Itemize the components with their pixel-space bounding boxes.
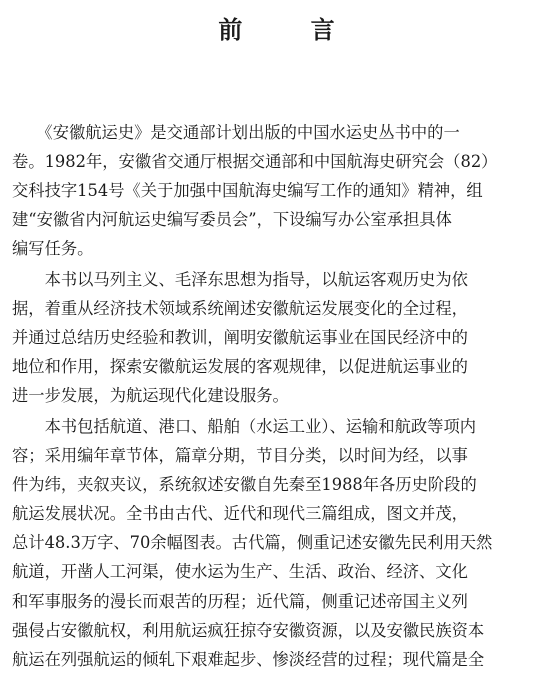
text-line: 航运发展状况。全书由古代、近代和现代三篇组成，图文并茂， [12,504,468,524]
paragraph-3 [12,412,548,674]
text-line: 强侵占安徽航权，利用航运疯狂掠夺安徽资源，以及安徽民族资本 [12,620,485,640]
paragraph-2 [12,265,548,410]
document-body [12,118,548,674]
text-line: 并通过总结历史经验和教训，阐明安徽航运事业在国民经济中的 [12,328,468,348]
text-line: 和军事服务的漫长而艰苦的历程；近代篇，侧重记述帝国主义列 [12,591,468,611]
text-line: 本书以马列主义、毛泽东思想为指导，以航运客观历史为依 [12,269,468,289]
text-line: 容；采用编年章节体，篇章分期，节目分类，以时间为经，以事 [12,446,468,466]
text-line: 建“安徽省内河航运史编写委员会”，下设编写办公室承担具体 [12,210,452,230]
text-line: 交科技字154号《关于加强中国航海史编写工作的通知》精神，组 [12,181,483,201]
text-line: 卷。1982年，安徽省交通厅根据交通部和中国航海史研究会（82） [12,152,498,172]
text-line: 《安徽航运史》是交通部计划出版的中国水运史丛书中的一 [12,123,460,142]
text-line: 本书包括航道、港口、船舶（水运工业）、运输和航政等项内 [12,416,477,436]
page-title: 前 言 [218,15,365,44]
paragraph-1 [12,118,548,263]
text-line: 航道，开凿人工河渠，使水运为生产、生活、政治、经济、文化 [12,562,468,582]
text-line: 据，着重从经济技术领域系统阐述安徽航运发展变化的全过程， [12,299,468,319]
text-line: 航运在列强航运的倾轧下艰难起步、惨淡经营的过程；现代篇是全 [12,649,485,669]
text-line: 总计48.3万字、70余幅图表。古代篇，侧重记述安徽先民利用天然 [12,533,493,553]
text-line: 件为纬，夹叙夹议，系统叙述安徽自先秦至1988年各历史阶段的 [12,475,477,495]
text-line: 编写任务。 [12,239,94,259]
text-line: 进一步发展，为航运现代化建设服务。 [12,386,289,406]
text-line: 地位和作用，探索安徽航运发展的客观规律，以促进航运事业的 [12,357,468,377]
